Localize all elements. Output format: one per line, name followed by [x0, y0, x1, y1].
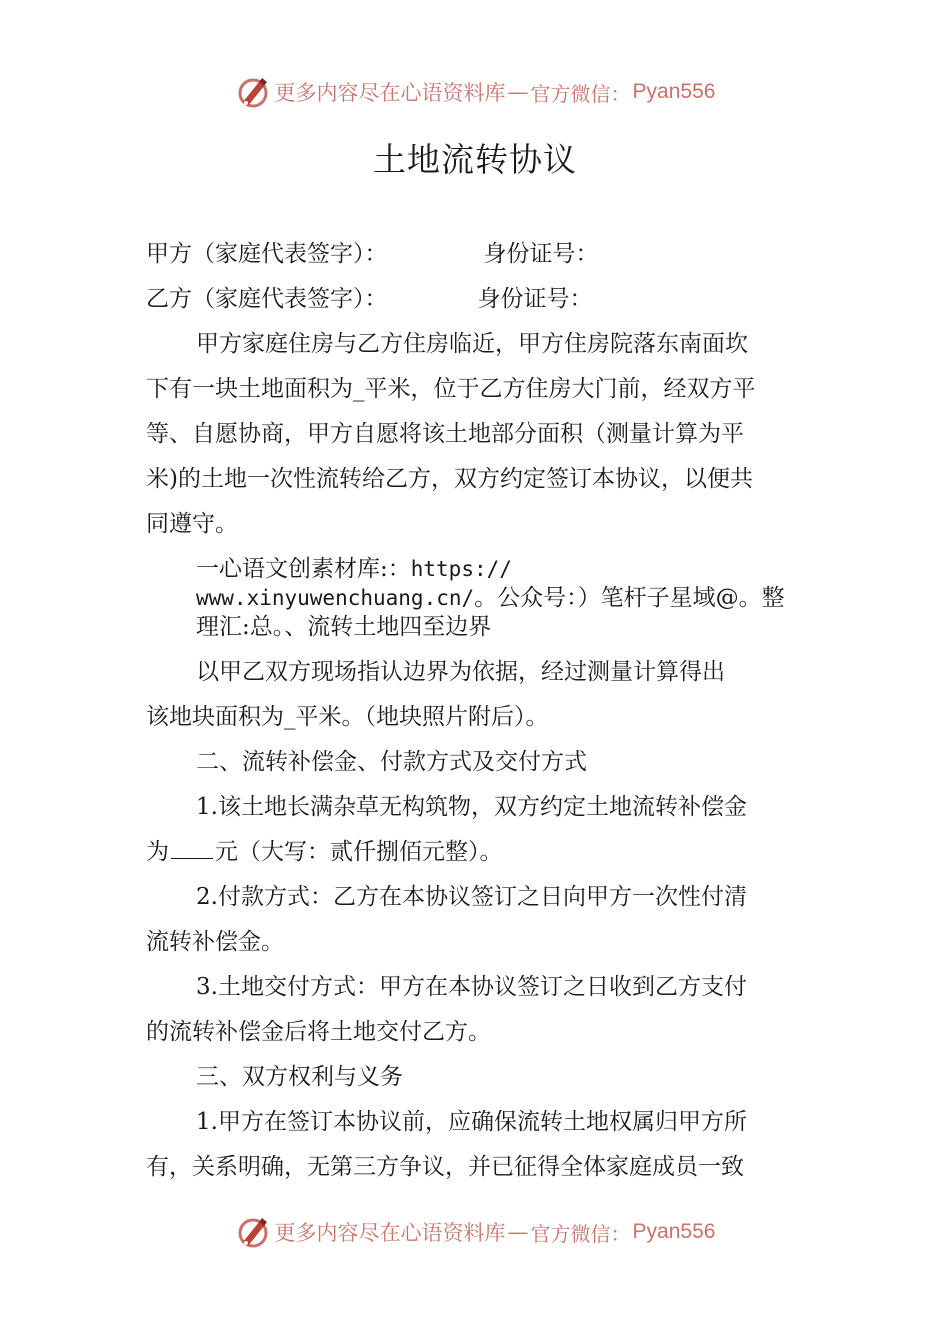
banner-dash: —	[507, 1220, 529, 1244]
source-text: 理汇:总。、流转土地四至边界	[196, 614, 492, 640]
s2-item-3-line: 3.土地交付方式：甲方在本协议签订之日收到乙方支付	[196, 974, 747, 1000]
s2-item-2-line: 2.付款方式：乙方在本协议签订之日向甲方一次性付清	[196, 884, 747, 910]
s2-item-1	[146, 785, 816, 875]
banner-text: 更多内容尽在心语资料库	[274, 1221, 506, 1245]
banner-text: 更多内容尽在心语资料库	[274, 81, 506, 105]
source-text: 一心语文创素材库:：	[196, 556, 411, 582]
party-b-id-label: 身份证号：	[477, 286, 593, 312]
s2-item-3	[146, 965, 816, 1055]
party-a-row	[146, 232, 816, 277]
pen-seal-logo-icon	[235, 1214, 271, 1250]
s2-item-3-line: 的流转补偿金后将土地交付乙方。	[146, 1019, 491, 1045]
s2-item-2	[146, 875, 816, 965]
pen-seal-logo-icon	[235, 74, 271, 110]
intro-line: 米)的土地一次性流转给乙方，双方约定签订本协议，以便共	[146, 466, 753, 492]
banner-wechat-id: Pyan556	[632, 1220, 716, 1243]
s2-item-1-pre: 为	[146, 839, 169, 865]
boundary-paragraph	[146, 650, 816, 740]
s2-item-1-post: 元（大写：贰仟捌佰元整）。	[215, 839, 503, 865]
document-title: 土地流转协议	[373, 140, 577, 179]
source-text: 。公众号：）笔杆子星域@。整	[474, 585, 785, 611]
party-b-row	[146, 277, 816, 322]
s3-item-1	[146, 1100, 816, 1190]
banner-wechat-id: Pyan556	[632, 80, 716, 103]
banner-dash: —	[507, 80, 529, 104]
source-notice	[196, 547, 826, 650]
amount-blank	[171, 838, 213, 859]
document-body	[146, 232, 816, 1190]
party-b-label: 乙方（家庭代表签字）：	[146, 286, 388, 312]
s2-item-1-line: 1.该土地长满杂草无构筑物，双方约定土地流转补偿金	[196, 794, 747, 820]
party-a-label: 甲方（家庭代表签字）：	[146, 241, 388, 267]
source-url: www.xinyuwenchuang.cn/	[196, 586, 475, 610]
boundary-line: 该地块面积为_平米。（地块照片附后）。	[146, 704, 549, 730]
boundary-line: 以甲乙双方现场指认边界为依据，经过测量计算得出	[196, 659, 725, 685]
s2-item-1-line	[146, 830, 816, 875]
banner-wechat-label: 官方微信：	[530, 1221, 631, 1246]
s3-item-1-line: 1.甲方在签订本协议前，应确保流转土地权属归甲方所	[196, 1109, 747, 1135]
intro-paragraph	[146, 322, 816, 547]
section-2-heading: 二、流转补偿金、付款方式及交付方式	[196, 749, 587, 775]
intro-line: 下有一块土地面积为_平米，位于乙方住房大门前，经双方平	[146, 376, 756, 402]
banner-wechat-label: 官方微信：	[530, 81, 631, 106]
intro-line: 同遵守。	[146, 511, 238, 537]
section-3-heading: 三、双方权利与义务	[196, 1064, 403, 1090]
footer-banner	[0, 1212, 950, 1252]
party-a-id-label: 身份证号：	[483, 241, 599, 267]
intro-line: 甲方家庭住房与乙方住房临近，甲方住房院落东南面坎	[196, 331, 748, 357]
s3-item-1-line: 有，关系明确，无第三方争议，并已征得全体家庭成员一致	[146, 1154, 744, 1180]
header-banner	[0, 72, 950, 112]
s2-item-2-line: 流转补偿金。	[146, 929, 284, 955]
source-url: https://	[410, 557, 512, 581]
intro-line: 等、自愿协商，甲方自愿将该土地部分面积（测量计算为平	[146, 421, 744, 447]
